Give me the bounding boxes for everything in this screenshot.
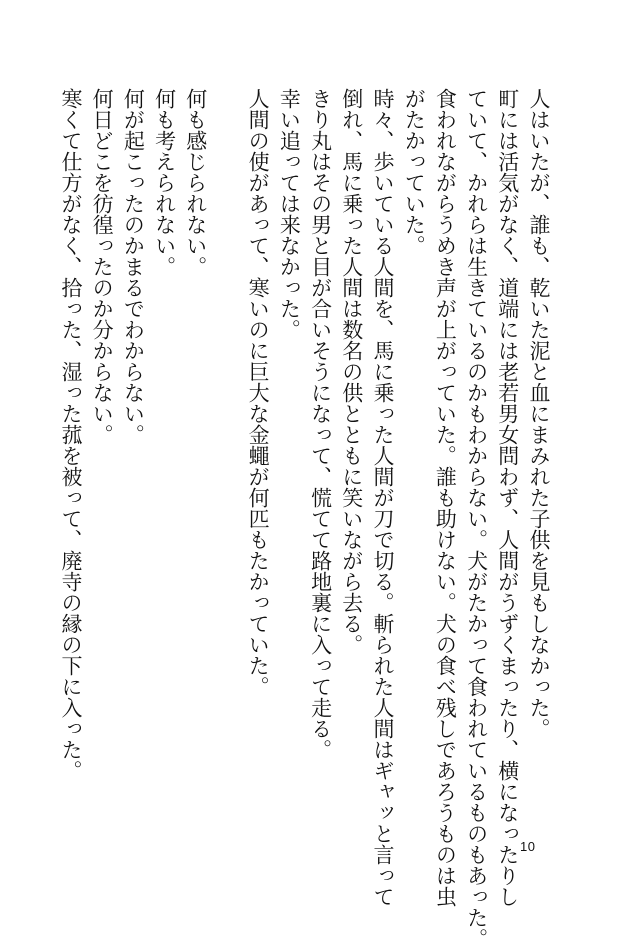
text-line: きり丸はその男と目が合いそうになって、慌てて路地裏に入って走る。 (308, 88, 333, 760)
text-line: がたかっていた。 (402, 88, 427, 256)
text-line: 何日どこを彷徨ったのか分からない。 (90, 88, 115, 445)
blank-line (211, 88, 242, 788)
text-line: 何も考えられない。 (152, 88, 177, 277)
text-line: 人間の使があって、寒いのに巨大な金蠅が何匹もたかっていた。 (246, 88, 271, 697)
text-line: 時々、歩いている人間を、馬に乗った人間が刀で切る。斬られた人間はギャッと言って (370, 88, 395, 907)
text-line: 食われながらうめき声が上がっていた。誰も助けない。犬の食べ残しであろうものは虫 (433, 88, 458, 907)
text-line: 町には活気がなく、道端には老若男女問わず、人間がうずくまったり、横になったりし (495, 88, 520, 907)
text-line: 幸い追っては来なかった。 (277, 88, 302, 340)
page-number: 10 (520, 839, 536, 854)
text-line: 何も感じられない。 (183, 88, 208, 277)
text-line: 倒れ、馬に乗った人間は数名の供とともに笑いながら去る。 (339, 88, 364, 655)
text-line: 何が起こったのかまるでわからない。 (121, 88, 146, 445)
text-line: ていて、かれらは生きているのかもわからない。犬がたかって食われているものもあった。 (464, 88, 489, 949)
text-line: 人はいたが、誰も、乾いた泥と血にまみれた子供を見もしなかった。 (527, 88, 551, 739)
text-line: 寒くて仕方がなく、拾った、湿った菰を被って、廃寺の縁の下に入った。 (58, 88, 83, 781)
